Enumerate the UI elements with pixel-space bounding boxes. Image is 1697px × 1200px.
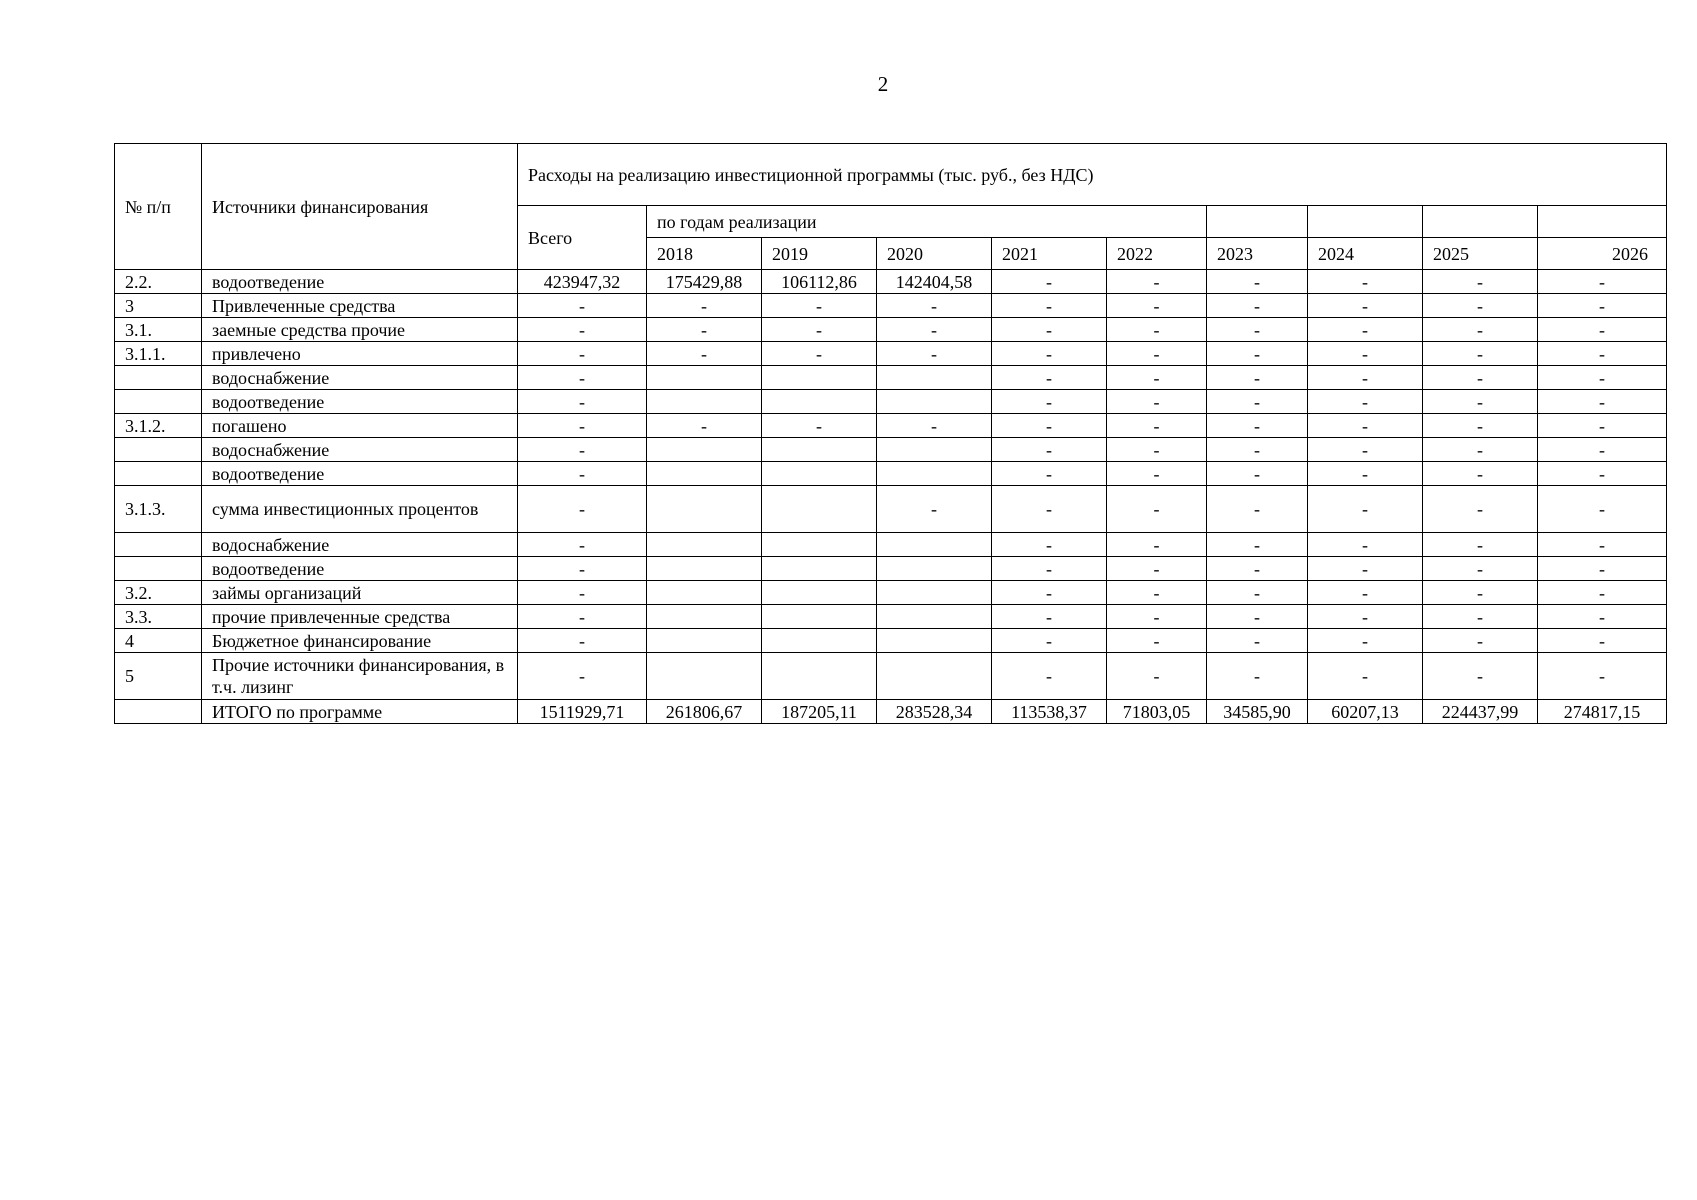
- row-year-value: -: [1423, 390, 1538, 414]
- row-year-value: -: [1423, 438, 1538, 462]
- row-year-value: -: [1107, 486, 1207, 533]
- financing-table: [114, 143, 1667, 724]
- row-year-value: -: [1207, 270, 1308, 294]
- row-year-value: -: [1308, 533, 1423, 557]
- row-year-value: [762, 605, 877, 629]
- row-year-value: -: [992, 270, 1107, 294]
- row-year-value: -: [647, 414, 762, 438]
- row-year-value: -: [1538, 294, 1667, 318]
- row-year-value: 142404,58: [877, 270, 992, 294]
- row-total: -: [518, 438, 647, 462]
- row-year-value: -: [1423, 270, 1538, 294]
- row-year-value: -: [1207, 438, 1308, 462]
- row-number: 2.2.: [115, 270, 202, 294]
- row-year-value: -: [1538, 438, 1667, 462]
- row-year-value: 283528,34: [877, 700, 992, 724]
- row-year-value: [877, 533, 992, 557]
- row-year-value: -: [762, 294, 877, 318]
- row-number: [115, 462, 202, 486]
- table-row: [115, 653, 1667, 700]
- row-year-value: -: [647, 342, 762, 366]
- row-year-value: -: [992, 462, 1107, 486]
- row-total: -: [518, 581, 647, 605]
- row-year-value: -: [877, 294, 992, 318]
- row-year-value: -: [992, 438, 1107, 462]
- row-year-value: -: [992, 557, 1107, 581]
- row-year-value: -: [992, 294, 1107, 318]
- row-total: -: [518, 366, 647, 390]
- row-year-value: -: [1538, 653, 1667, 700]
- row-number: [115, 557, 202, 581]
- row-year-value: [647, 486, 762, 533]
- row-total: -: [518, 653, 647, 700]
- row-year-value: [877, 605, 992, 629]
- row-year-value: -: [1107, 605, 1207, 629]
- row-total: -: [518, 318, 647, 342]
- row-source: водоснабжение: [202, 438, 518, 462]
- row-year-value: [762, 462, 877, 486]
- row-source: займы организаций: [202, 581, 518, 605]
- row-year-value: -: [1107, 653, 1207, 700]
- row-year-value: -: [1207, 318, 1308, 342]
- row-year-value: -: [1107, 438, 1207, 462]
- row-year-value: -: [1423, 605, 1538, 629]
- row-year-value: [877, 629, 992, 653]
- row-year-value: [762, 486, 877, 533]
- row-year-value: -: [992, 366, 1107, 390]
- row-year-value: -: [1308, 581, 1423, 605]
- table-row: [115, 605, 1667, 629]
- header-by-years: по годам реализации: [647, 206, 1207, 238]
- row-year-value: -: [1207, 653, 1308, 700]
- row-year-value: 34585,90: [1207, 700, 1308, 724]
- row-year-value: -: [1308, 629, 1423, 653]
- row-year-value: -: [1107, 390, 1207, 414]
- row-year-value: -: [1538, 390, 1667, 414]
- row-year-value: -: [1107, 294, 1207, 318]
- row-number: 3: [115, 294, 202, 318]
- row-year-value: -: [1207, 462, 1308, 486]
- header-total: Всего: [518, 206, 647, 270]
- row-year-value: [762, 653, 877, 700]
- row-year-value: -: [992, 533, 1107, 557]
- header-year: 2020: [877, 238, 992, 270]
- header-year: 2022: [1107, 238, 1207, 270]
- row-year-value: [762, 366, 877, 390]
- header-number: № п/п: [115, 144, 202, 270]
- row-year-value: -: [1207, 486, 1308, 533]
- row-total: -: [518, 342, 647, 366]
- row-year-value: -: [1538, 318, 1667, 342]
- row-year-value: [877, 366, 992, 390]
- row-source: водоснабжение: [202, 366, 518, 390]
- row-year-value: -: [762, 318, 877, 342]
- row-year-value: [647, 462, 762, 486]
- row-year-value: [647, 629, 762, 653]
- row-year-value: -: [1107, 462, 1207, 486]
- row-number: [115, 390, 202, 414]
- header-empty-cell: [1538, 206, 1667, 238]
- row-year-value: -: [1423, 294, 1538, 318]
- row-number: [115, 366, 202, 390]
- row-year-value: -: [992, 581, 1107, 605]
- row-year-value: -: [1308, 366, 1423, 390]
- row-year-value: -: [877, 342, 992, 366]
- row-year-value: -: [1107, 270, 1207, 294]
- header-year: 2023: [1207, 238, 1308, 270]
- table-body: [115, 270, 1667, 724]
- row-number: 3.1.1.: [115, 342, 202, 366]
- row-year-value: [762, 557, 877, 581]
- row-year-value: [762, 629, 877, 653]
- row-source: водоотведение: [202, 462, 518, 486]
- row-year-value: -: [1308, 294, 1423, 318]
- row-year-value: [877, 653, 992, 700]
- row-year-value: -: [1538, 629, 1667, 653]
- row-number: [115, 700, 202, 724]
- row-year-value: [647, 557, 762, 581]
- row-year-value: -: [1538, 557, 1667, 581]
- table-row: [115, 294, 1667, 318]
- row-year-value: -: [1207, 366, 1308, 390]
- row-year-value: [877, 557, 992, 581]
- row-year-value: -: [1423, 318, 1538, 342]
- row-year-value: 224437,99: [1423, 700, 1538, 724]
- row-year-value: -: [1538, 462, 1667, 486]
- row-year-value: -: [1423, 557, 1538, 581]
- row-source: ИТОГО по программе: [202, 700, 518, 724]
- financing-table-wrapper: [114, 143, 1667, 724]
- row-source: сумма инвестиционных процентов: [202, 486, 518, 533]
- row-year-value: -: [1207, 557, 1308, 581]
- row-source: Привлеченные средства: [202, 294, 518, 318]
- row-year-value: -: [762, 342, 877, 366]
- table-row: [115, 318, 1667, 342]
- row-year-value: [877, 438, 992, 462]
- row-total: -: [518, 486, 647, 533]
- row-year-value: -: [992, 486, 1107, 533]
- row-year-value: -: [992, 318, 1107, 342]
- table-row: [115, 629, 1667, 653]
- row-year-value: -: [647, 294, 762, 318]
- row-year-value: 274817,15: [1538, 700, 1667, 724]
- table-row: [115, 581, 1667, 605]
- header-source: Источники финансирования: [202, 144, 518, 270]
- table-row: [115, 366, 1667, 390]
- row-year-value: -: [1107, 414, 1207, 438]
- row-source: водоотведение: [202, 270, 518, 294]
- row-total: -: [518, 605, 647, 629]
- row-year-value: -: [1538, 533, 1667, 557]
- row-year-value: [877, 581, 992, 605]
- header-empty-cell: [1423, 206, 1538, 238]
- row-year-value: -: [1423, 653, 1538, 700]
- row-year-value: [647, 533, 762, 557]
- row-source: водоотведение: [202, 390, 518, 414]
- row-source: водоотведение: [202, 557, 518, 581]
- row-total: 423947,32: [518, 270, 647, 294]
- row-year-value: -: [992, 629, 1107, 653]
- header-year: 2026: [1538, 238, 1667, 270]
- row-year-value: -: [1423, 629, 1538, 653]
- row-year-value: 175429,88: [647, 270, 762, 294]
- table-row: [115, 533, 1667, 557]
- row-year-value: [647, 438, 762, 462]
- row-year-value: -: [1107, 581, 1207, 605]
- row-year-value: -: [992, 390, 1107, 414]
- row-year-value: [762, 533, 877, 557]
- row-year-value: -: [1107, 342, 1207, 366]
- row-year-value: -: [1308, 462, 1423, 486]
- row-year-value: -: [1538, 486, 1667, 533]
- row-year-value: -: [1423, 581, 1538, 605]
- row-year-value: -: [1308, 557, 1423, 581]
- row-number: 3.3.: [115, 605, 202, 629]
- row-year-value: -: [1308, 390, 1423, 414]
- row-year-value: -: [1107, 629, 1207, 653]
- table-row: [115, 438, 1667, 462]
- row-total: -: [518, 390, 647, 414]
- row-year-value: -: [1538, 581, 1667, 605]
- row-year-value: -: [1538, 414, 1667, 438]
- row-year-value: [647, 390, 762, 414]
- row-number: 3.1.2.: [115, 414, 202, 438]
- row-year-value: -: [1308, 438, 1423, 462]
- row-total: -: [518, 294, 647, 318]
- row-total: -: [518, 533, 647, 557]
- row-year-value: -: [1207, 581, 1308, 605]
- row-source: погашено: [202, 414, 518, 438]
- table-row: [115, 700, 1667, 724]
- row-year-value: [647, 653, 762, 700]
- row-number: 3.1.3.: [115, 486, 202, 533]
- row-year-value: -: [1423, 366, 1538, 390]
- row-year-value: -: [1207, 342, 1308, 366]
- row-year-value: -: [1538, 342, 1667, 366]
- row-year-value: 113538,37: [992, 700, 1107, 724]
- row-year-value: -: [877, 318, 992, 342]
- row-source: привлечено: [202, 342, 518, 366]
- row-number: 3.2.: [115, 581, 202, 605]
- row-year-value: [762, 390, 877, 414]
- header-empty-cell: [1207, 206, 1308, 238]
- row-year-value: -: [1538, 605, 1667, 629]
- header-expenses-title: Расходы на реализацию инвестиционной программы (тыс. руб., без НДС): [518, 144, 1667, 206]
- row-source: прочие привлеченные средства: [202, 605, 518, 629]
- row-year-value: -: [1423, 342, 1538, 366]
- table-row: [115, 270, 1667, 294]
- table-row: [115, 486, 1667, 533]
- table-row: [115, 414, 1667, 438]
- row-year-value: 261806,67: [647, 700, 762, 724]
- table-row: [115, 462, 1667, 486]
- row-year-value: -: [1308, 605, 1423, 629]
- row-number: 3.1.: [115, 318, 202, 342]
- row-year-value: -: [992, 653, 1107, 700]
- header-empty-cell: [1308, 206, 1423, 238]
- row-year-value: -: [992, 342, 1107, 366]
- row-source: Бюджетное финансирование: [202, 629, 518, 653]
- row-year-value: -: [1308, 414, 1423, 438]
- row-total: -: [518, 629, 647, 653]
- row-year-value: [877, 390, 992, 414]
- row-number: 4: [115, 629, 202, 653]
- header-year: 2024: [1308, 238, 1423, 270]
- table-row: [115, 390, 1667, 414]
- row-source: водоснабжение: [202, 533, 518, 557]
- row-year-value: -: [762, 414, 877, 438]
- row-year-value: -: [1207, 414, 1308, 438]
- row-year-value: -: [1538, 270, 1667, 294]
- row-year-value: -: [992, 605, 1107, 629]
- table-row: [115, 342, 1667, 366]
- row-source: Прочие источники финансирования, в т.ч. лизинг: [202, 653, 518, 700]
- header-year: 2019: [762, 238, 877, 270]
- row-year-value: -: [1308, 318, 1423, 342]
- row-number: [115, 533, 202, 557]
- row-year-value: [647, 366, 762, 390]
- row-year-value: -: [647, 318, 762, 342]
- row-number: 5: [115, 653, 202, 700]
- row-year-value: -: [1308, 270, 1423, 294]
- row-year-value: -: [1207, 533, 1308, 557]
- row-total: -: [518, 557, 647, 581]
- row-source: заемные средства прочие: [202, 318, 518, 342]
- row-year-value: [647, 581, 762, 605]
- row-year-value: -: [1423, 414, 1538, 438]
- row-year-value: 60207,13: [1308, 700, 1423, 724]
- row-total: 1511929,71: [518, 700, 647, 724]
- row-year-value: -: [877, 486, 992, 533]
- header-year: 2018: [647, 238, 762, 270]
- row-year-value: -: [1207, 605, 1308, 629]
- table-row: [115, 557, 1667, 581]
- row-year-value: -: [1308, 342, 1423, 366]
- row-year-value: [762, 438, 877, 462]
- row-year-value: -: [1538, 366, 1667, 390]
- row-year-value: -: [1107, 557, 1207, 581]
- header-year: 2025: [1423, 238, 1538, 270]
- row-total: -: [518, 414, 647, 438]
- row-year-value: 106112,86: [762, 270, 877, 294]
- row-year-value: -: [1207, 294, 1308, 318]
- row-number: [115, 438, 202, 462]
- row-year-value: -: [1308, 486, 1423, 533]
- header-year: 2021: [992, 238, 1107, 270]
- row-year-value: -: [1207, 629, 1308, 653]
- row-year-value: [647, 605, 762, 629]
- row-year-value: [762, 581, 877, 605]
- row-year-value: 71803,05: [1107, 700, 1207, 724]
- row-year-value: -: [1423, 462, 1538, 486]
- row-year-value: -: [1107, 366, 1207, 390]
- row-year-value: [877, 462, 992, 486]
- row-year-value: -: [1423, 486, 1538, 533]
- row-year-value: -: [877, 414, 992, 438]
- row-year-value: -: [1423, 533, 1538, 557]
- row-year-value: -: [992, 414, 1107, 438]
- row-year-value: -: [1308, 653, 1423, 700]
- row-year-value: -: [1207, 390, 1308, 414]
- page-number: 2: [877, 72, 889, 96]
- row-year-value: 187205,11: [762, 700, 877, 724]
- row-year-value: -: [1107, 533, 1207, 557]
- row-total: -: [518, 462, 647, 486]
- row-year-value: -: [1107, 318, 1207, 342]
